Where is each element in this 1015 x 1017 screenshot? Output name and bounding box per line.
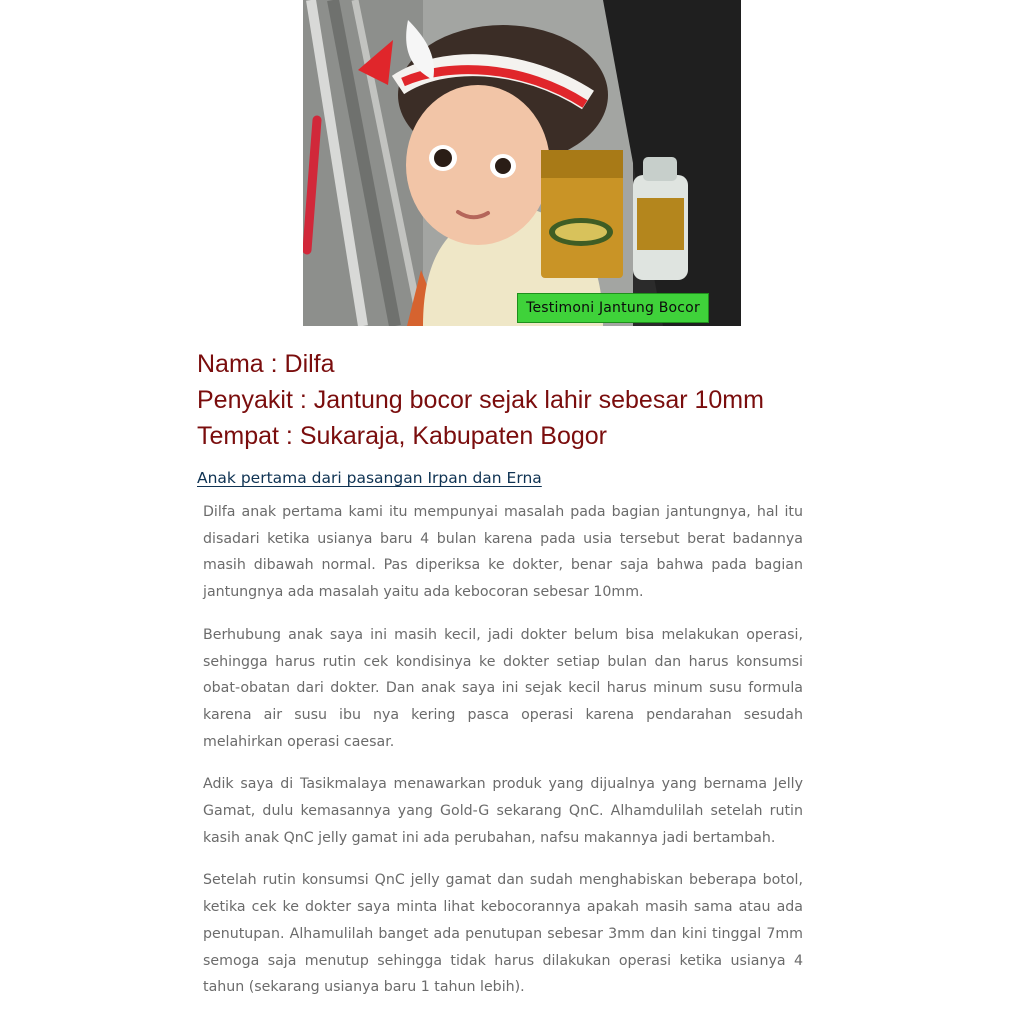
patient-identity (197, 346, 897, 454)
photo-caption: Testimoni Jantung Bocor (517, 293, 709, 323)
patient-place: Tempat : Sukaraja, Kabupaten Bogor (197, 422, 607, 450)
patient-name: Nama : Dilfa (197, 350, 335, 378)
story-paragraph: Dilfa anak pertama kami itu mempunyai masalah pada bagian jantungnya, hal itu disadari ketika usianya baru 4 bulan karena pada usia tersebut berat badannya masih dibawah normal. Pas diperiksa ke dokter, benar saja bahwa pada bagian jantungnya ada masalah yaitu ada kebocoran sebesar 10mm. (203, 504, 803, 601)
story-body (203, 499, 803, 1017)
story-paragraph: Setelah rutin konsumsi QnC jelly gamat dan sudah menghabiskan beberapa botol, ketika cek ke dokter saya minta lihat kebocorannya apakah masih sama atau ada penutupan. Alhamulilah banget ada penutupan sebesar 3mm dan kini tinggal 7mm semoga saja menutup sehingga tidak harus dilakukan operasi ketika usianya 4 tahun (sekarang usianya baru 1 tahun lebih). (203, 872, 803, 996)
patient-disease: Penyakit : Jantung bocor sejak lahir sebesar 10mm (197, 386, 764, 414)
story-paragraph: Berhubung anak saya ini masih kecil, jadi dokter belum bisa melakukan operasi, sehingga harus rutin cek kondisinya ke dokter setiap bulan dan harus konsumsi obat-obatan dari dokter. Dan anak saya ini sejak kecil harus minum susu formula karena air susu ibu nya kering pasca operasi karena pendarahan sesudah melahirkan operasi caesar. (203, 626, 803, 750)
testimonial-photo (303, 0, 741, 326)
story-paragraph: Adik saya di Tasikmalaya menawarkan produk yang dijualnya yang bernama Jelly Gamat, dulu kemasannya yang Gold-G sekarang QnC. Alhamdulilah setelah rutin kasih anak QnC jelly gamat ini ada perubahan, nafsu makannya jadi bertambah. (203, 776, 803, 846)
story-subheading-link[interactable]: Anak pertama dari pasangan Irpan dan Erna (197, 469, 542, 487)
